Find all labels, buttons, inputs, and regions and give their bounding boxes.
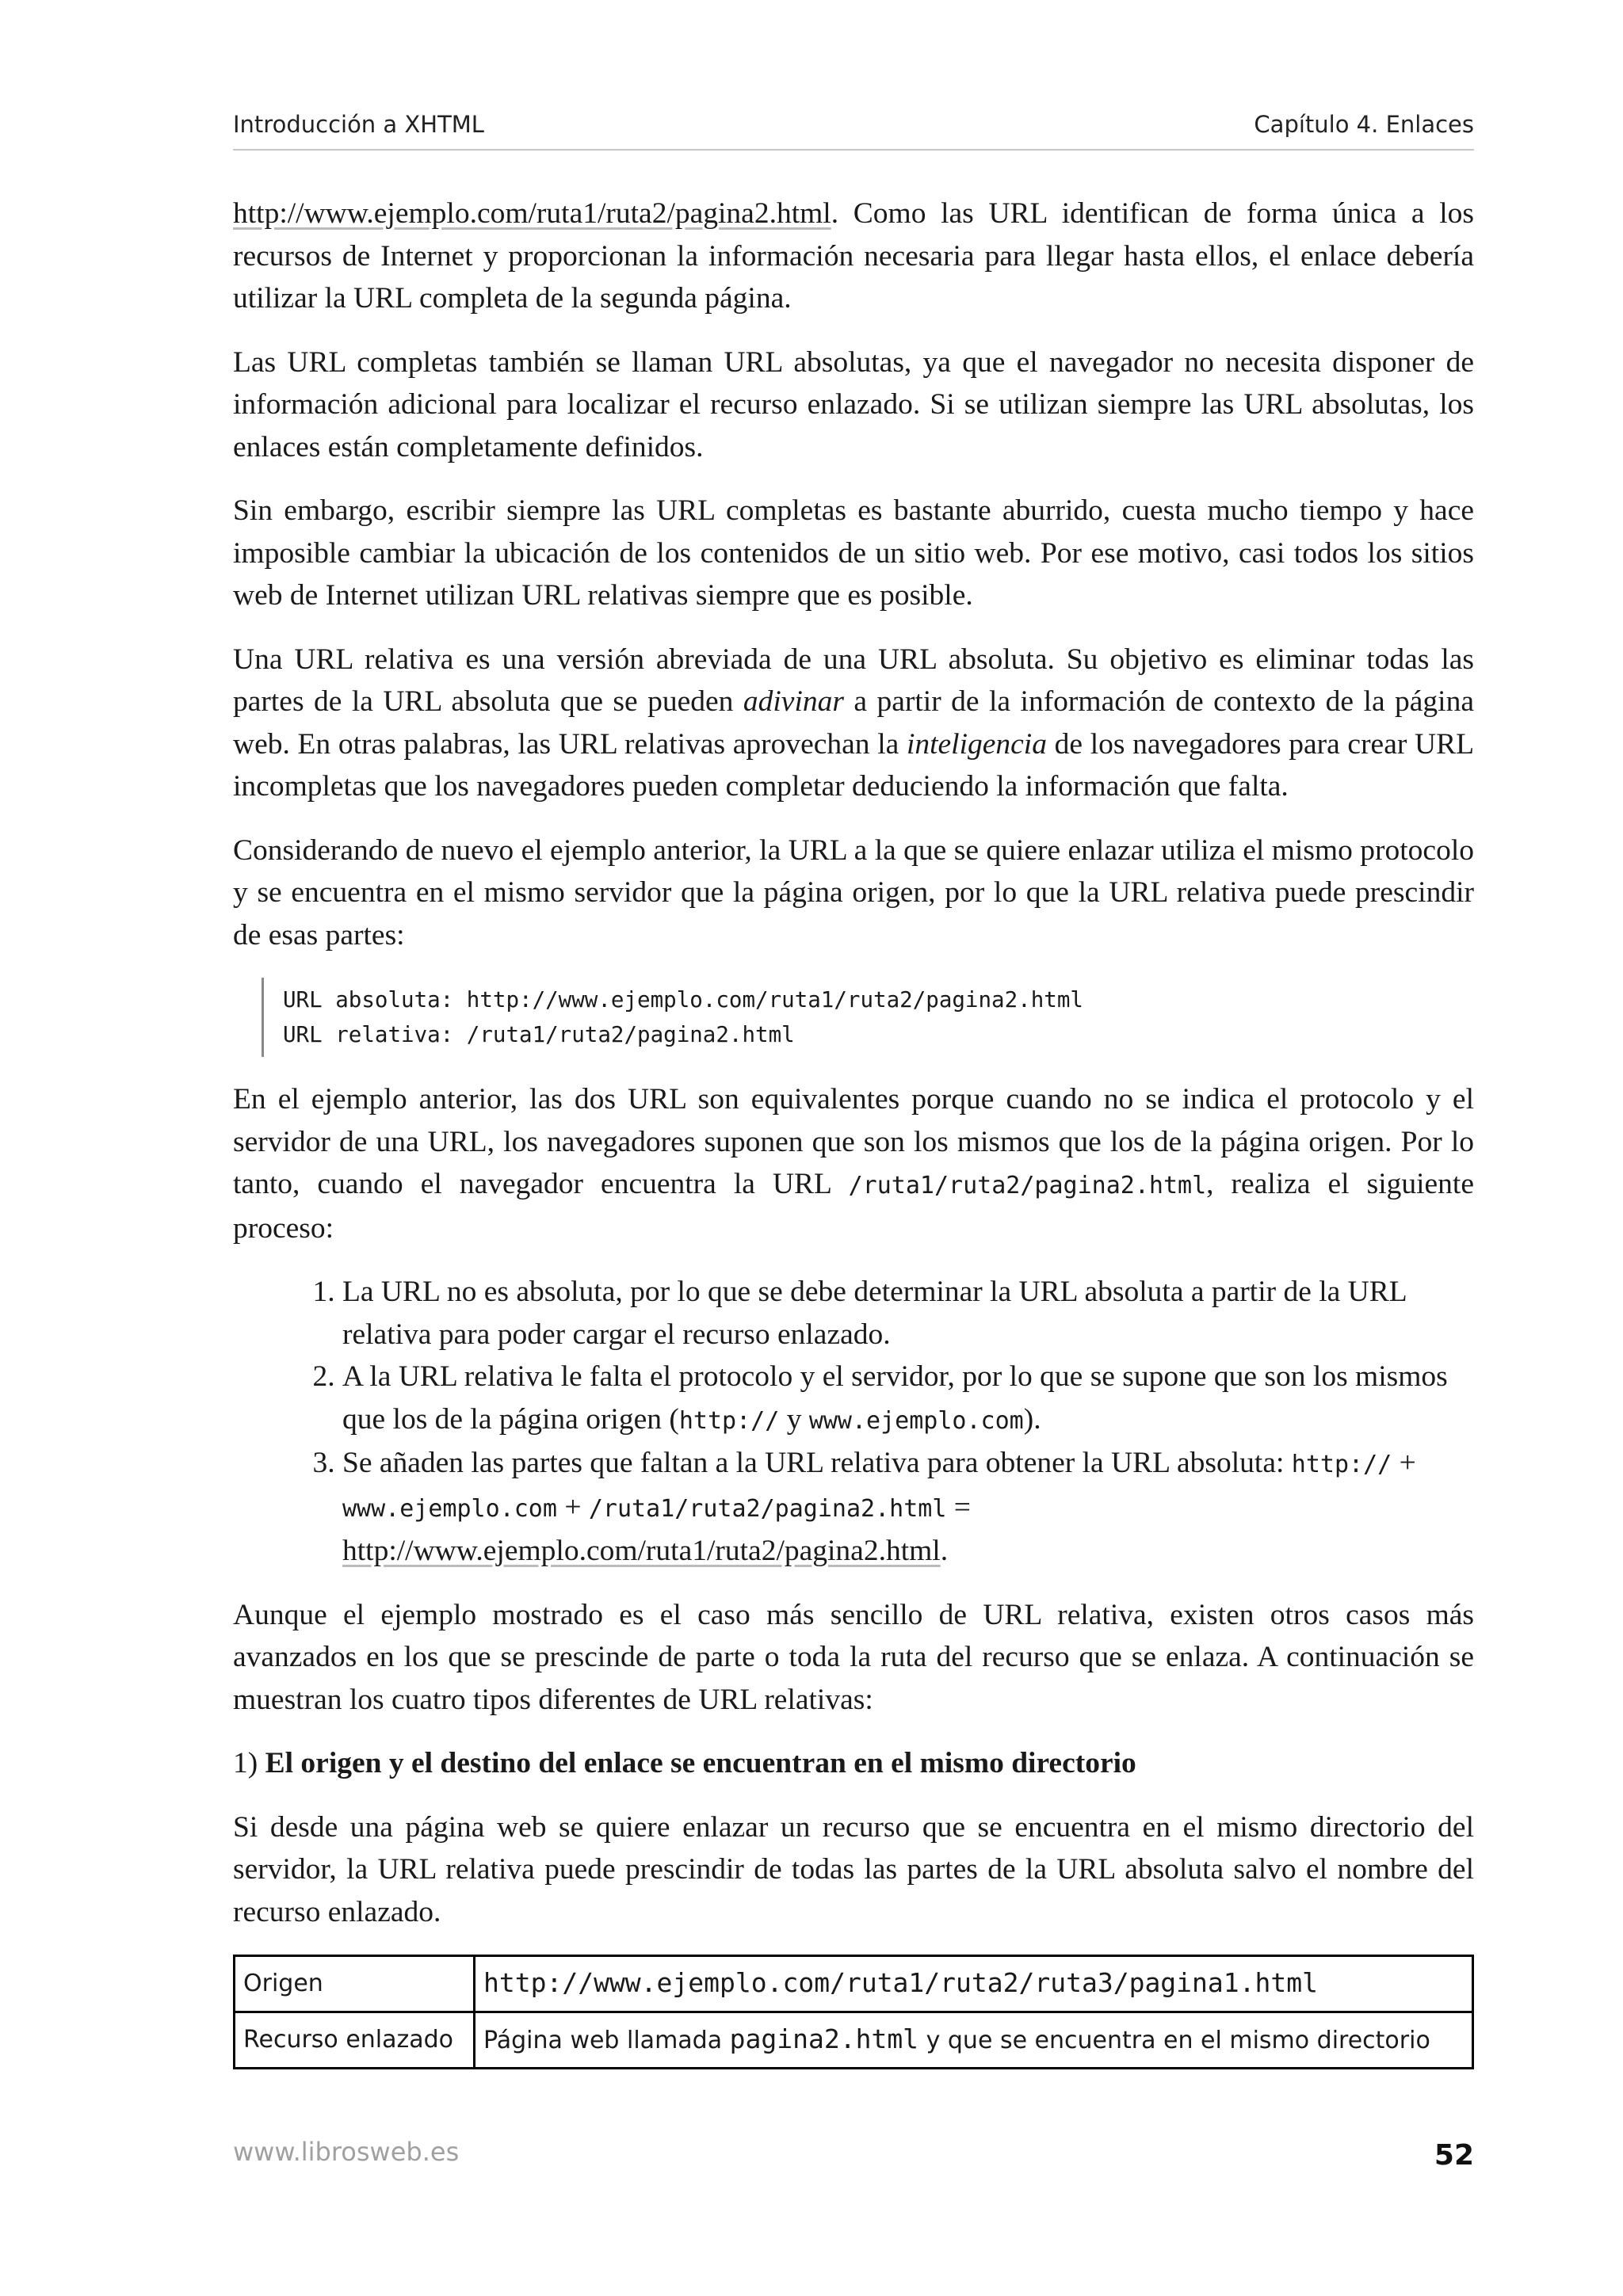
paragraph-6: En el ejemplo anterior, las dos URL son equivalentes porque cuando no se indica el protocolo y el servidor de una URL, los navegadores suponen que son los mismos que los de la página origen. Por lo tanto, cuando el navegador encuentra la URL /ruta1/ruta2/pagina2.html, realiza el siguiente proceso:	[233, 1083, 1474, 1245]
list-item: 2. A la URL relativa le falta el protocolo y el servidor, por lo que se supone que son los mismos que los de la página origen (http:// y www.ejemplo.com).	[342, 1356, 1474, 1442]
resulting-url-link[interactable]: http://www.ejemplo.com/ruta1/ruta2/pagina2.html	[342, 1535, 941, 1567]
footer-site-link[interactable]: www.librosweb.es	[233, 2137, 460, 2167]
page-body	[233, 193, 1474, 2069]
table-cell-value: http://www.ejemplo.com/ruta1/ruta2/ruta3/pagina1.html	[475, 1956, 1473, 2012]
table-row	[235, 2012, 1473, 2069]
paragraph-3: Sin embargo, escribir siempre las URL completas es bastante aburrido, cuesta mucho tiempo y hace imposible cambiar la ubicación de los contenidos de un sitio web. Por ese motivo, casi todos los sitios web de Internet utilizan URL relativas siempre que es posible.	[233, 494, 1474, 612]
emphasis-adivinar: adivinar	[743, 685, 844, 718]
paragraph-4: Una URL relativa es una versión abreviada de una URL absoluta. Su objetivo es eliminar todas las partes de la URL absoluta que se pueden adivinar a partir de la información de contexto de la página web. En otras palabras, las URL relativas aprovechan la inteligencia de los navegadores para crear URL incompletas que los navegadores pueden completar deduciendo la información que falta.	[233, 643, 1475, 803]
page-number: 52	[1434, 2139, 1474, 2172]
paragraph-7: Aunque el ejemplo mostrado es el caso más sencillo de URL relativa, existen otros casos más avanzados en los que se prescinde de parte o toda la ruta del recurso que se enlaza. A continuación se muestran los cuatro tipos diferentes de URL relativas:	[233, 1598, 1474, 1716]
code-line-relative: URL relativa: /ruta1/ruta2/pagina2.html	[283, 1022, 795, 1047]
section-number: 1)	[233, 1747, 265, 1779]
paragraph-8: Si desde una página web se quiere enlazar un recurso que se encuentra en el mismo directorio del servidor, la URL relativa puede prescindir de todas las partes de la URL absoluta salvo el nombre del recurso enlazado.	[233, 1810, 1474, 1928]
paragraph-1-text: . Como las URL identifican de forma única a los recursos de Internet y proporcionan la información necesaria para llegar hasta ellos, el enlace debería utilizar la URL completa de la segunda página.	[233, 197, 1474, 315]
example-table	[233, 1955, 1474, 2069]
inline-code-relative-url: /ruta1/ruta2/pagina2.html	[848, 1172, 1207, 1199]
header-book-title: Introducción a XHTML	[233, 111, 484, 138]
header-chapter-title: Capítulo 4. Enlaces	[1254, 111, 1474, 138]
table-cell-key: Origen	[235, 1956, 475, 2012]
paragraph-5: Considerando de nuevo el ejemplo anterior, la URL a la que se quiere enlazar utiliza el mismo protocolo y se encuentra en el mismo servidor que la página origen, por lo que la URL relativa puede prescindir de esas partes:	[233, 833, 1474, 952]
table-cell-value: Página web llamada pagina2.html y que se encuentra en el mismo directorio	[475, 2012, 1473, 2069]
emphasis-inteligencia: inteligencia	[906, 727, 1047, 761]
paragraph-1	[233, 193, 1474, 320]
code-example	[262, 978, 1474, 1057]
table-row	[235, 1956, 1473, 2012]
list-item: 1. La URL no es absoluta, por lo que se debe determinar la URL absoluta a partir de la URL relativa para poder cargar el recurso enlazado.	[342, 1271, 1474, 1356]
absolute-url-link[interactable]: http://www.ejemplo.com/ruta1/ruta2/pagina2.html	[233, 197, 831, 230]
section-heading	[233, 1742, 1474, 1785]
paragraph-2: Las URL completas también se llaman URL absolutas, ya que el navegador no necesita disponer de información adicional para localizar el recurso enlazado. Si se utilizan siempre las URL absolutas, los enlaces están completamente definidos.	[233, 345, 1474, 463]
table-cell-key: Recurso enlazado	[235, 2012, 475, 2069]
section-title: El origen y el destino del enlace se encuentran en el mismo directorio	[265, 1747, 1136, 1779]
list-item: 3. Se añaden las partes que faltan a la URL relativa para obtener la URL absoluta: http:// + www.ejemplo.com + /ruta1/ruta2/pagina2.html = http://www.ejemplo.com/ruta1/ruta2/pagina2.html.	[342, 1442, 1474, 1573]
running-header	[233, 111, 1474, 151]
code-line-absolute: URL absoluta: http://www.ejemplo.com/ruta1/ruta2/pagina2.html	[283, 987, 1083, 1013]
process-steps-list	[233, 1271, 1474, 1573]
